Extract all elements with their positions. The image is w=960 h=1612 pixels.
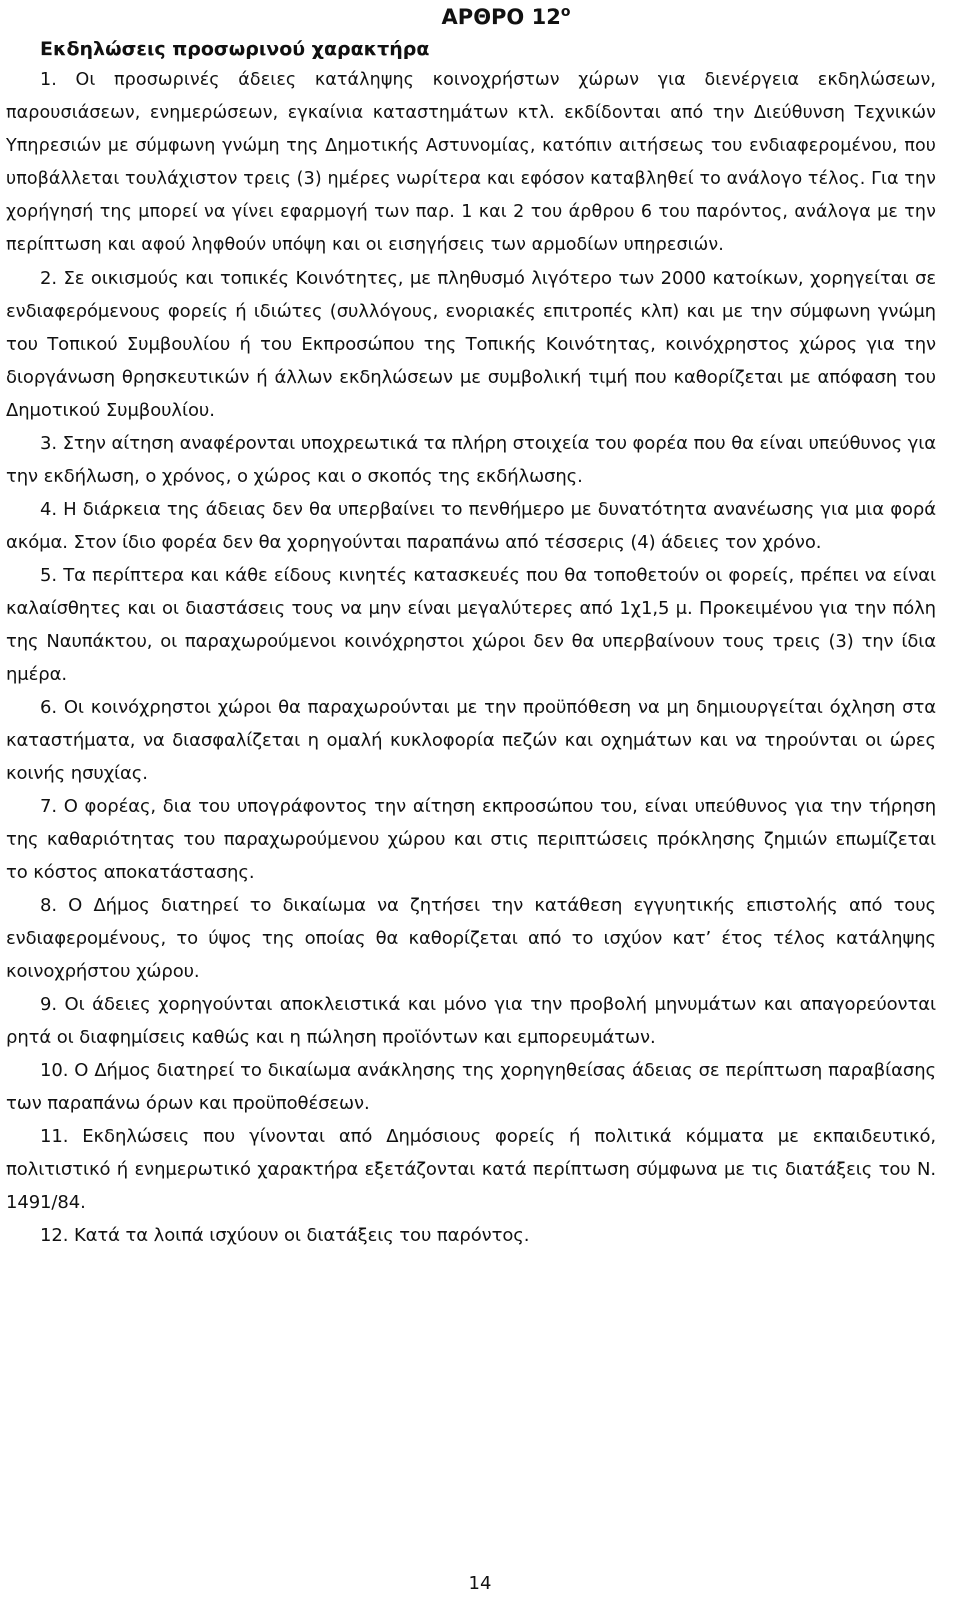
document-page <box>6 0 936 1252</box>
paragraph-9: 9. Οι άδειες χορηγούνται αποκλειστικά και μόνο για την προβολή μηνυμάτων και απαγορεύονται ρητά οι διαφημίσεις καθώς και η πώληση προϊόντων και εμπορευμάτων. <box>6 994 936 1048</box>
paragraph-11: 11. Εκδηλώσεις που γίνονται από Δημόσιους φορείς ή πολιτικά κόμματα με εκπαιδευτικό, πολιτιστικό ή ενημερωτικό χαρακτήρα εξετάζονται κατά περίπτωση σύμφωνα με τις διατάξεις του Ν. 1491/84. <box>6 1126 936 1213</box>
paragraph-12: 12. Κατά τα λοιπά ισχύουν οι διατάξεις του παρόντος. <box>40 1225 530 1246</box>
article-title <box>6 0 936 34</box>
article-title-text: ΑΡΘΡΟ 12 <box>441 5 561 29</box>
paragraph-5: 5. Τα περίπτερα και κάθε είδους κινητές κατασκευές που θα τοποθετούν οι φορείς, πρέπει να είναι καλαίσθητες και οι διαστάσεις τους να μην είναι μεγαλύτερες από 1χ1,5 μ. Προκειμένου για την πόλη της Ναυπάκτου, οι παραχωρούμενοι κοινόχρηστοι χώροι δεν θα υπερβαίνουν τους τρεις (3) την ίδια ημέρα. <box>6 565 936 685</box>
paragraph-3: 3. Στην αίτηση αναφέρονται υποχρεωτικά τα πλήρη στοιχεία του φορέα που θα είναι υπεύθυνος για την εκδήλωση, ο χρόνος, ο χώρος και ο σκοπός της εκδήλωσης. <box>6 433 936 487</box>
paragraph-8: 8. Ο Δήμος διατηρεί το δικαίωμα να ζητήσει την κατάθεση εγγυητικής επιστολής από τους ενδιαφερομένους, το ύψος της οποίας θα καθορίζεται από το ισχύον κατ’ έτος τέλος κατάληψης κοινοχρήστου χώρου. <box>6 895 936 982</box>
paragraph-7: 7. Ο φορέας, δια του υπογράφοντος την αίτηση εκπροσώπου του, είναι υπεύθυνος για την τήρηση της καθαριότητας του παραχωρούμενου χώρου και στις περιπτώσεις πρόκλησης ζημιών επωμίζεται το κόστος αποκατάστασης. <box>6 796 936 883</box>
paragraph-2: 2. Σε οικισμούς και τοπικές Κοινότητες, με πληθυσμό λιγότερο των 2000 κατοίκων, χορηγείται σε ενδιαφερόμενους φορείς ή ιδιώτες (συλλόγους, ενοριακές επιτροπές κλπ) και με την σύμφωνη γνώμη του Τοπικού Συμβουλίου ή του Εκπροσώπου της Τοπικής Κοινότητας, κοινόχρηστος χώρος για την διοργάνωση θρησκευτικών ή άλλων εκδηλώσεων με συμβολική τιμή που καθορίζεται με απόφαση του Δημοτικού Συμβουλίου. <box>6 268 936 421</box>
paragraph-6: 6. Οι κοινόχρηστοι χώροι θα παραχωρούνται με την προϋπόθεση να μη δημιουργείται όχληση στα καταστήματα, να διασφαλίζεται η ομαλή κυκλοφορία πεζών και οχημάτων και να τηρούνται οι ώρες κοινής ησυχίας. <box>6 697 936 784</box>
page-number: 14 <box>468 1573 492 1594</box>
article-title-superscript: ο <box>560 4 571 20</box>
paragraph-4: 4. Η διάρκεια της άδειας δεν θα υπερβαίνει το πενθήμερο με δυνατότητα ανανέωσης για μια φορά ακόμα. Στον ίδιο φορέα δεν θα χορηγούνται παραπάνω από τέσσερις (4) άδειες τον χρόνο. <box>6 499 936 553</box>
paragraph-10: 10. Ο Δήμος διατηρεί το δικαίωμα ανάκλησης της χορηγηθείσας άδειας σε περίπτωση παραβίασης των παραπάνω όρων και προϋποθέσεων. <box>6 1060 936 1114</box>
paragraph-1: 1. Οι προσωρινές άδειες κατάληψης κοινοχρήστων χώρων για διενέργεια εκδηλώσεων, παρουσιάσεων, ενημερώσεων, εγκαίνια καταστημάτων κτλ. εκδίδονται από την Διεύθυνση Τεχνικών Υπηρεσιών με σύμφωνη γνώμη της Δημοτικής Αστυνομίας, κατόπιν αιτήσεως του ενδιαφερομένου, που υποβάλλεται τουλάχιστον τρεις (3) ημέρες νωρίτερα και εφόσον καταβληθεί το ανάλογο τέλος. Για την χορήγησή της μπορεί να γίνει εφαρμογή των παρ. 1 και 2 του άρθρου 6 του παρόντος, ανάλογα με την περίπτωση και αφού ληφθούν υπόψη και οι εισηγήσεις των αρμοδίων υπηρεσιών. <box>6 70 936 255</box>
article-subtitle: Εκδηλώσεις προσωρινού χαρακτήρα <box>40 38 430 60</box>
